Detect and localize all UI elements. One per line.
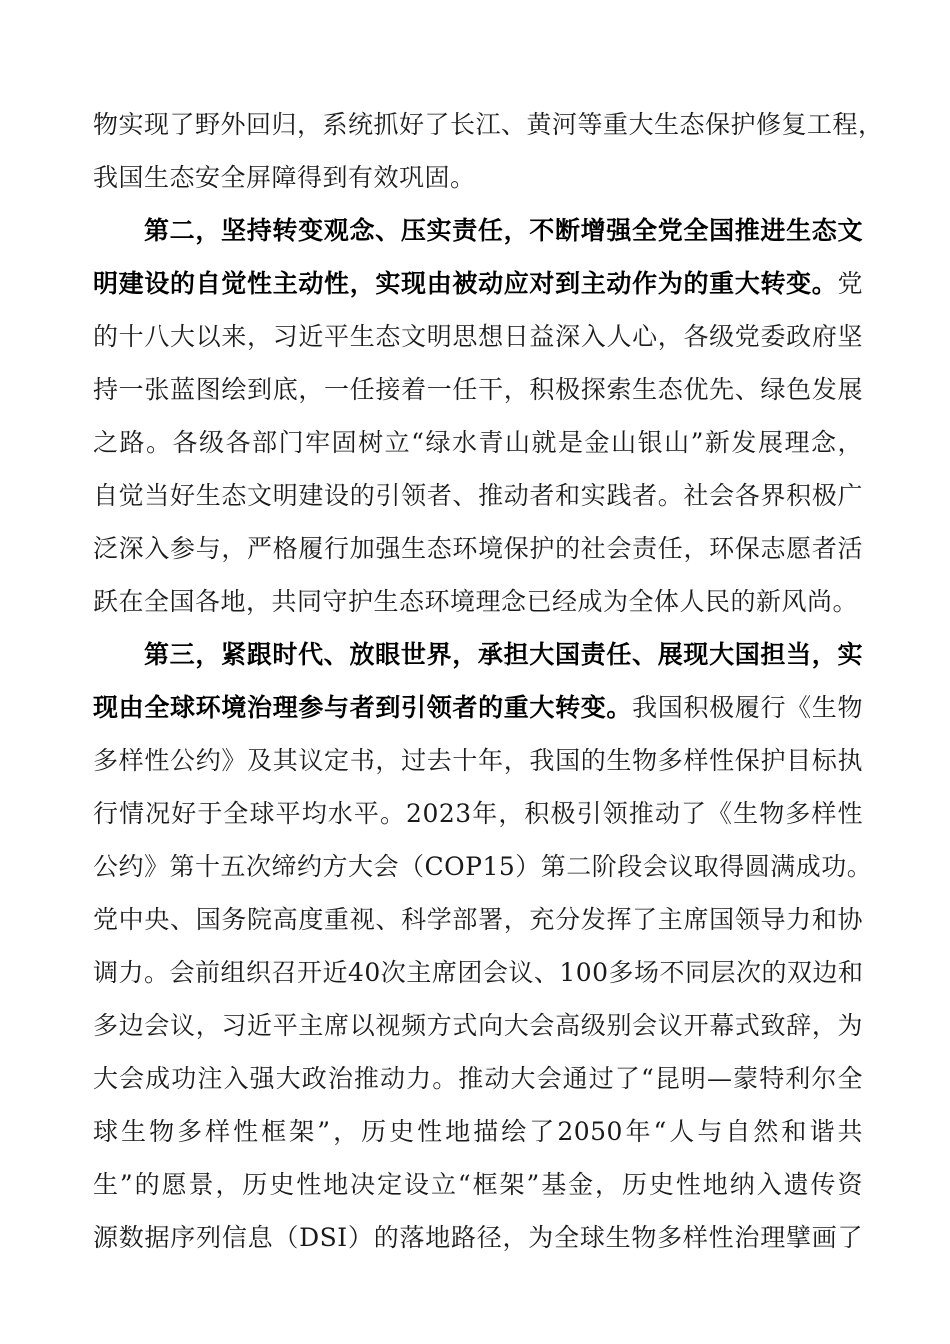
text-line: 调力。会前组织召开近40次主席团会议、100多场不同层次的双边和 <box>93 958 864 987</box>
text-line: 自觉当好生态文明建设的引领者、推动者和实践者。社会各界积极广 <box>93 481 863 510</box>
bold-heading-text: 第三，紧跟时代、放眼世界，承担大国责任、展现大国担当，实 <box>144 640 863 669</box>
text-line: 之路。各级各部门牢固树立“绿水青山就是金山银山”新发展理念， <box>93 428 863 457</box>
text-line <box>93 628 863 681</box>
body-text: 党 <box>837 269 863 298</box>
text-line: 大会成功注入强大政治推动力。推动大会通过了“昆明—蒙特利尔全 <box>93 1064 863 1093</box>
body-text: 我国积极履行《生物 <box>632 693 863 722</box>
text-line: 持一张蓝图绘到底，一任接着一任干，积极探索生态优先、绿色发展 <box>93 375 863 404</box>
text-line: 多边会议，习近平主席以视频方式向大会高级别会议开幕式致辞，为 <box>93 1011 863 1040</box>
paragraph-1 <box>93 98 884 204</box>
text-line <box>93 257 863 310</box>
document-body <box>93 98 884 1264</box>
text-line: 多样性公约》及其议定书，过去十年，我国的生物多样性保护目标执 <box>93 746 863 775</box>
text-line: 物实现了野外回归，系统抓好了长江、黄河等重大生态保护修复工程， <box>93 110 884 139</box>
text-line: 的十八大以来，习近平生态文明思想日益深入人心，各级党委政府坚 <box>93 322 863 351</box>
text-line: 我国生态安全屏障得到有效巩固。 <box>93 163 476 192</box>
text-line: 泛深入参与，严格履行加强生态环境保护的社会责任，环保志愿者活 <box>93 534 863 563</box>
bold-heading-text: 第二，坚持转变观念、压实责任，不断增强全党全国推进生态文 <box>144 216 863 245</box>
paragraph-2 <box>93 204 863 628</box>
bold-heading-text: 明建设的自觉性主动性，实现由被动应对到主动作为的重大转变。 <box>93 269 838 298</box>
text-line: 行情况好于全球平均水平。2023年，积极引领推动了《生物多样性 <box>93 799 863 828</box>
text-line: 球生物多样性框架”，历史性地描绘了2050年“人与自然和谐共 <box>93 1117 863 1146</box>
text-line <box>93 681 863 734</box>
text-line: 党中央、国务院高度重视、科学部署，充分发挥了主席国领导力和协 <box>93 905 863 934</box>
text-line: 生”的愿景，历史性地决定设立“框架”基金，历史性地纳入遗传资 <box>93 1170 863 1199</box>
text-line: 公约》第十五次缔约方大会（COP15）第二阶段会议取得圆满成功。 <box>93 852 873 881</box>
text-line: 源数据序列信息（DSI）的落地路径，为全球生物多样性治理擘画了 <box>93 1223 863 1252</box>
text-line <box>93 204 863 257</box>
paragraph-3 <box>93 628 873 1264</box>
text-line: 跃在全国各地，共同守护生态环境理念已经成为全体人民的新风尚。 <box>93 587 859 616</box>
bold-heading-text: 现由全球环境治理参与者到引领者的重大转变。 <box>93 693 633 722</box>
